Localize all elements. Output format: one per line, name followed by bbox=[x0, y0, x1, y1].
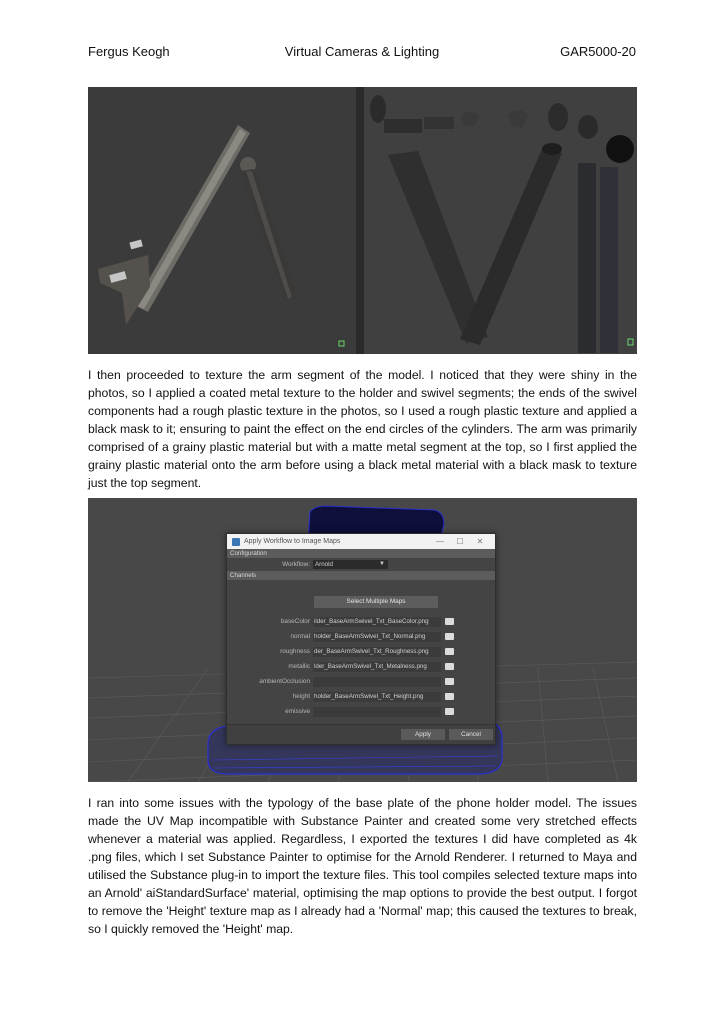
workflow-label: Workflow: bbox=[282, 561, 310, 568]
close-button[interactable]: ✕ bbox=[476, 537, 484, 546]
channels-section-header[interactable]: Channels bbox=[227, 571, 495, 580]
channel-row-basecolor bbox=[227, 614, 495, 629]
header-author: Fergus Keogh bbox=[88, 44, 170, 59]
chevron-down-icon: ▼ bbox=[379, 561, 385, 567]
channel-label: roughness bbox=[280, 648, 310, 655]
folder-icon[interactable] bbox=[445, 663, 454, 670]
channel-row-ambientocclusion bbox=[227, 674, 495, 689]
channel-row-height bbox=[227, 689, 495, 704]
minimize-button[interactable]: — bbox=[436, 537, 444, 546]
channel-row-emissive bbox=[227, 704, 495, 719]
paragraph-baseplate-issues: I ran into some issues with the typology of the base plate of the phone holder model. The issues made the UV Map incompatible with Substance Painter and created some very stretched effects whenever a material was applied. Regardless, I exported the textures I did have completed as 4k .png files, which I set Substance Painter to optimise for the Arnold Renderer. I returned to Maya and utilised the Substance plug-in to import the texture files. This tool compiles selected texture maps into an Arnold' aiStandardSurface' material, optimising the map options to provide the best output. I forgot to remove the 'Height' texture map as I already had a 'Normal' map; this caused the textures to break, so I quickly removed the 'Height' map. bbox=[88, 796, 637, 936]
maya-app-icon bbox=[232, 538, 240, 546]
apply-workflow-dialog bbox=[226, 533, 496, 745]
figure-maya-workflow-dialog bbox=[88, 498, 637, 782]
workflow-select-value: Arnold bbox=[315, 561, 333, 568]
workflow-select[interactable] bbox=[313, 560, 388, 569]
dialog-footer bbox=[227, 724, 495, 744]
channel-label: normal bbox=[290, 633, 310, 640]
channel-label: emissive bbox=[285, 708, 310, 715]
channel-path-field[interactable]: lder_BaseArmSwivel_Txt_Metalness.png bbox=[313, 662, 441, 672]
figure-arm-model-viewport bbox=[88, 87, 637, 354]
folder-icon[interactable] bbox=[445, 633, 454, 640]
channel-path-field[interactable]: der_BaseArmSwivel_Txt_Roughness.png bbox=[313, 647, 441, 657]
apply-button[interactable]: Apply bbox=[401, 729, 445, 740]
workflow-row bbox=[227, 558, 495, 571]
cancel-button[interactable]: Cancel bbox=[449, 729, 493, 740]
channel-list bbox=[227, 614, 495, 719]
folder-icon[interactable] bbox=[445, 678, 454, 685]
maximize-button[interactable]: ☐ bbox=[456, 537, 464, 546]
channel-path-field[interactable]: ilder_BaseArmSwivel_Txt_BaseColor.png bbox=[313, 617, 441, 627]
header-code: GAR5000-20 bbox=[560, 44, 636, 59]
dialog-titlebar bbox=[227, 534, 495, 549]
channel-row-normal bbox=[227, 629, 495, 644]
channel-path-field[interactable] bbox=[313, 707, 441, 717]
channel-label: baseColor bbox=[280, 618, 310, 625]
channel-path-field[interactable]: holder_BaseArmSwivel_Txt_Normal.png bbox=[313, 632, 441, 642]
paragraph-arm-texturing: I then proceeded to texture the arm segment of the model. I noticed that they were shiny in the photos, so I applied a coated metal texture to the holder and swivel segments; the ends of the swivel components had a rough plastic texture in the photos, so I used a rough plastic texture and applied a black mask to it; ensuring to paint the effect on the end circles of the cylinders. The arm was primarily comprised of a grainy plastic material but with a matte metal segment at the top, so I first applied the grainy plastic material onto the arm before using a black metal material with a black mask to texture just the top segment. bbox=[88, 368, 637, 490]
select-multiple-maps-button[interactable]: Select Multiple Maps bbox=[314, 596, 438, 608]
configuration-section-header[interactable]: Configuration bbox=[227, 549, 495, 558]
channel-label: height bbox=[292, 693, 310, 700]
folder-icon[interactable] bbox=[445, 693, 454, 700]
arm-model-render bbox=[88, 87, 637, 354]
folder-icon[interactable] bbox=[445, 708, 454, 715]
folder-icon[interactable] bbox=[445, 618, 454, 625]
channel-row-roughness bbox=[227, 644, 495, 659]
dialog-title: Apply Workflow to Image Maps bbox=[244, 538, 341, 545]
channel-row-metallic bbox=[227, 659, 495, 674]
channel-path-field[interactable] bbox=[313, 677, 441, 687]
header-title: Virtual Cameras & Lighting bbox=[284, 44, 440, 59]
folder-icon[interactable] bbox=[445, 648, 454, 655]
channel-label: ambientOcclusion bbox=[259, 678, 310, 685]
channel-path-field[interactable]: holder_BaseArmSwivel_Txt_Height.png bbox=[313, 692, 441, 702]
channel-label: metallic bbox=[288, 663, 310, 670]
